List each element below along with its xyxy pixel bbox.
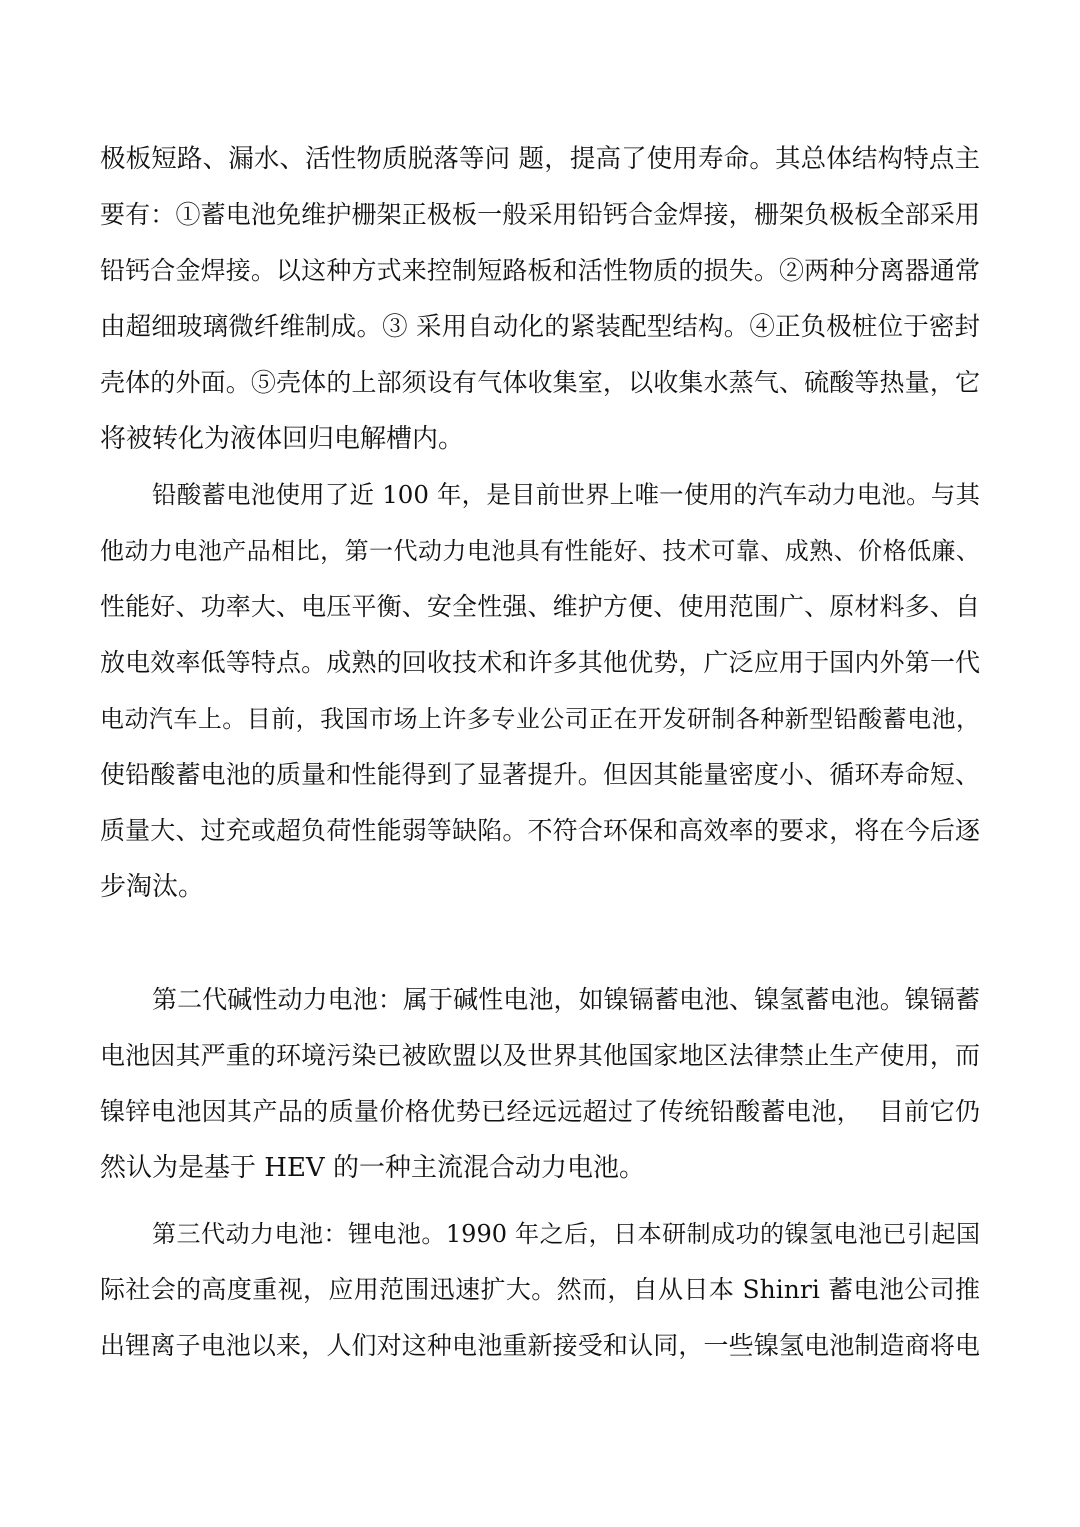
text-line: 铅钙合金焊接。以这种方式来控制短路板和活性物质的损失。②两种分离器通常 (100, 256, 980, 285)
paragraph-first-line: 铅酸蓄电池使用了近 100 年，是目前世界上唯一使用的汽车动力电池。与其 (152, 480, 980, 509)
text-line: 镍锌电池因其产品的质量价格优势已经远远超过了传统铅酸蓄电池， 目前它仍 (100, 1097, 980, 1126)
text-line: 极板短路、漏水、活性物质脱落等问 题，提高了使用寿命。其总体结构特点主 (100, 144, 980, 174)
text-line: 性能好、功率大、电压平衡、安全性强、维护方便、使用范围广、原材料多、自 (100, 592, 980, 621)
text-line: 使铅酸蓄电池的质量和性能得到了显著提升。但因其能量密度小、循环寿命短、 (100, 760, 980, 789)
paragraph-first-line: 第三代动力电池：锂电池。1990 年之后，日本研制成功的镍氢电池已引起国 (152, 1220, 980, 1248)
text-line: 然认为是基于 HEV 的一种主流混合动力电池。 (100, 1153, 645, 1183)
text-line: 电池因其严重的环境污染已被欧盟以及世界其他国家地区法律禁止生产使用，而 (100, 1041, 980, 1070)
text-line: 出锂离子电池以来，人们对这种电池重新接受和认同，一些镍氢电池制造商将电 (100, 1331, 980, 1360)
text-line: 放电效率低等特点。成熟的回收技术和许多其他优势，广泛应用于国内外第一代 (100, 648, 980, 677)
text-line: 将被转化为液体回归电解槽内。 (100, 424, 465, 454)
text-line: 要有：①蓄电池免维护栅架正极板一般采用铅钙合金焊接，栅架负极板全部采用 (100, 200, 980, 229)
text-line: 际社会的高度重视，应用范围迅速扩大。然而，自从日本 Shinri 蓄电池公司推 (100, 1275, 980, 1304)
text-line: 步淘汰。 (100, 872, 205, 902)
paragraph-first-line: 第二代碱性动力电池：属于碱性电池，如镍镉蓄电池、镍氢蓄电池。镍镉蓄 (152, 985, 980, 1014)
text-line: 由超细玻璃微纤维制成。③ 采用自动化的紧装配型结构。④正负极桩位于密封 (100, 312, 980, 342)
text-line: 他动力电池产品相比，第一代动力电池具有性能好、技术可靠、成熟、价格低廉、 (100, 537, 980, 565)
text-line: 电动汽车上。目前，我国市场上许多专业公司正在开发研制各种新型铅酸蓄电池， (100, 705, 980, 733)
text-line: 壳体的外面。⑤壳体的上部须设有气体收集室，以收集水蒸气、硫酸等热量，它 (100, 368, 980, 397)
text-line: 质量大、过充或超负荷性能弱等缺陷。不符合环保和高效率的要求，将在今后逐 (100, 816, 980, 845)
